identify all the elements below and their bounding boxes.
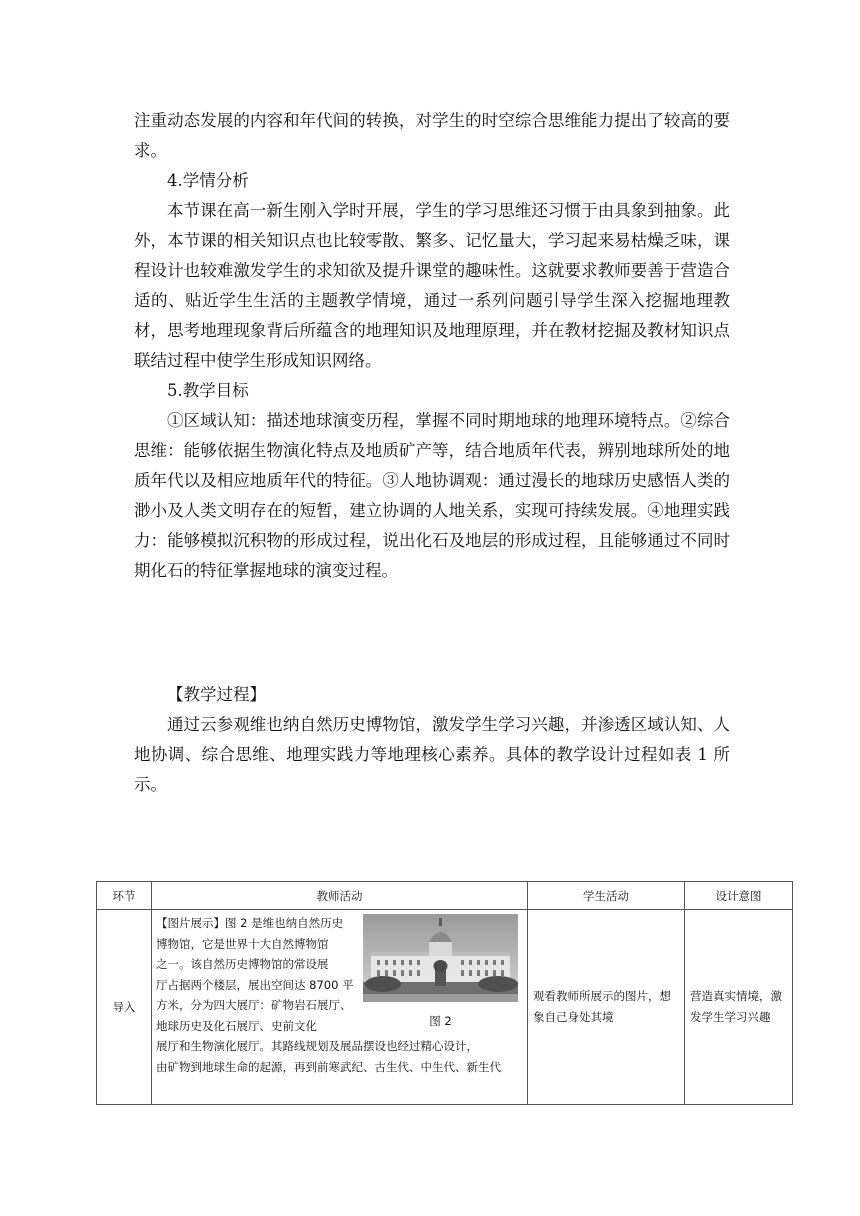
body-text (134, 106, 730, 586)
table-cell-design-intent (685, 910, 792, 1104)
section-heading-teaching-process: 【教学过程】 (167, 685, 266, 704)
table-header-student-activity: 学生活动 (583, 888, 629, 903)
teacher-text-line: 展厅和生物演化展厅。其路线规划及展品摆设也经过精心设计， (156, 1039, 478, 1053)
teacher-text-line: 厅占据两个楼层，展出空间达 8700 平 (156, 977, 354, 992)
teacher-text-line: 地球历史及化石展厅、史前文化 (156, 1018, 317, 1033)
section-heading-teaching-goals: 5.教学目标 (167, 381, 249, 400)
teacher-text-line: 方米，分为四大展厅：矿物岩石展厅、 (156, 998, 352, 1012)
teaching-design-table (96, 881, 793, 1105)
table-header-teacher-activity: 教师活动 (316, 888, 363, 903)
teacher-text-line: 之一。该自然历史博物馆的常设展 (156, 957, 329, 971)
paragraph-teaching-process: 通过云参观维也纳自然历史博物馆，激发学生学习兴趣，并渗透区域认知、人地协调、综合思维、地理实践力等地理核心素养。具体的教学设计过程如表 1 所示。 (134, 715, 730, 794)
teacher-text-line: 博物馆，它是世界十大自然博物馆 (156, 936, 329, 951)
teacher-text-line: 由矿物到地球生命的起源，再到前寒武纪、古生代、中生代、新生代 (156, 1059, 501, 1074)
table-header-stage: 环节 (112, 888, 136, 903)
design-intent-text: 营造真实情境，激发学生学习兴趣 (690, 989, 782, 1024)
teacher-activity-text-full (156, 1036, 526, 1077)
table-cell-stage: 导入 (112, 1000, 136, 1014)
table-cell-student-activity (528, 910, 684, 1104)
table-cell-teacher-activity (152, 910, 527, 1104)
teacher-text-line: 【图片展示】图 2 是维也纳自然历史 (156, 916, 344, 930)
museum-photo (363, 914, 518, 1002)
figure-caption: 图 2 (429, 1014, 452, 1028)
table-header-design-intent: 设计意图 (715, 888, 762, 903)
paragraph-teaching-goals: ①区域认知：描述地球演变历程，掌握不同时期地球的地理环境特点。②综合思维：能够依据生物演化特点及地质矿产等，结合地质年代表，辨别地球所处的地质年代以及相应地质年代的特征。③人地协调观：通过漫长的地球历史感悟人类的渺小及人类文明存在的短暂，建立协调的人地关系，实现可持续发展。④地理实践力：能够模拟沉积物的形成过程，说出化石及地层的形成过程，且能够通过不同时期化石的特征掌握地球的演变过程。 (134, 411, 730, 580)
paragraph-student-analysis: 本节课在高一新生刚入学时开展，学生的学习思维还习惯于由具象到抽象。此外，本节课的相关知识点也比较零散、繁多、记忆量大，学习起来易枯燥乏味，课程设计也较难激发学生的求知欲及提升课堂的趣味性。这就要求教师要善于营造合适的、贴近学生生活的主题教学情境，通过一系列问题引导学生深入挖掘地理教材，思考地理现象背后所蕴含的地理知识及地理原理，并在教材挖掘及教材知识点联结过程中使学生形成知识网络。 (134, 201, 730, 370)
process-section (134, 680, 730, 800)
paragraph-continuation: 注重动态发展的内容和年代间的转换，对学生的时空综合思维能力提出了较高的要求。 (134, 111, 730, 160)
teacher-activity-text-left (156, 913, 364, 1036)
section-heading-student-analysis: 4.学情分析 (167, 171, 249, 190)
student-activity-text: 观看教师所展示的图片，想象自己身处其境 (533, 989, 671, 1024)
